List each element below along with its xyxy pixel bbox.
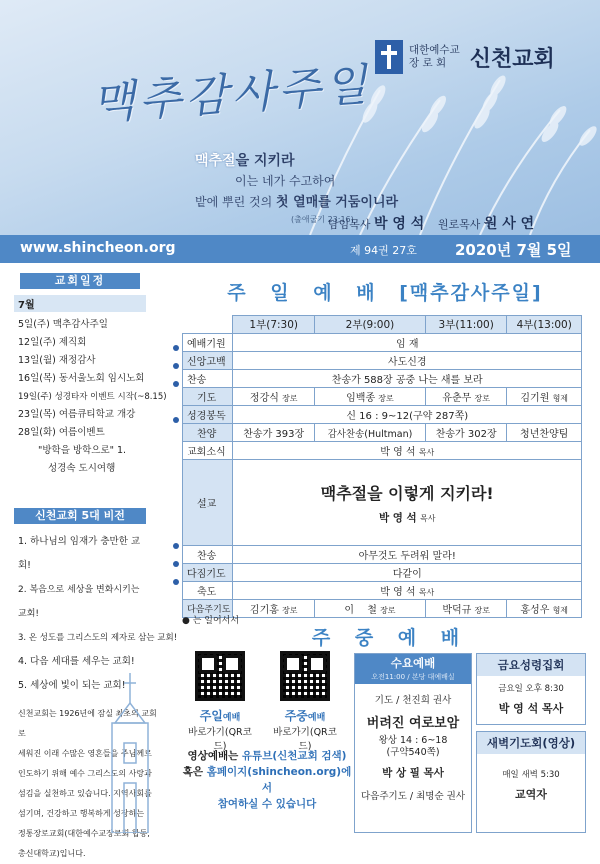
worship-order-table — [182, 315, 582, 618]
stand-dot-icon — [173, 579, 179, 585]
qr-weekday[interactable]: 주중예배 바로가기(QR코드) — [270, 651, 340, 752]
table-row: 신앙고백 사도신경 — [183, 352, 582, 370]
table-row: 예배기원 임 재 — [183, 334, 582, 352]
bulletin-date: 2020년 7월 5일 — [455, 241, 572, 259]
schedule-list — [18, 316, 167, 478]
table-row: 교회소식 박 영 석 목사 — [183, 442, 582, 460]
online-worship-note: 영상예배는 유튜브(신천교회 검색) 혹은 홈페이지(shincheon.org)에서 참여하실 수 있습니다 — [182, 750, 352, 810]
website-link[interactable]: www.shincheon.org — [20, 240, 176, 256]
pastors-line: 담임목사 박 영 석 원로목사 원 사 연 — [328, 216, 535, 232]
qr-code-icon[interactable] — [280, 651, 330, 701]
banner-title: 맥추감사주일 — [90, 59, 373, 130]
sunday-worship-title: 주 일 예 배 [맥추감사주일] — [227, 282, 543, 304]
sermon-preacher: 박 영 석 — [378, 511, 417, 524]
qr-sunday[interactable]: 주일예배 바로가기(QR코드) — [185, 651, 255, 752]
stand-dot-icon — [173, 543, 179, 549]
stand-dot-icon — [173, 381, 179, 387]
emeritus-pastor: 원 사 연 — [483, 216, 535, 232]
vision-item: 1. 하나님의 임재가 충만한 교회! — [18, 536, 141, 571]
schedule-item: 5일(주) 맥추감사주일 — [18, 319, 108, 330]
cross-icon — [375, 40, 403, 74]
schedule-item: 16일(목) 동서울노회 임시노회 — [18, 373, 145, 384]
senior-pastor: 박 영 석 — [374, 216, 425, 232]
service-2: 2부(9:00) — [314, 316, 425, 334]
schedule-month: 7월 — [14, 295, 146, 312]
verse-keyword: 맥추절 — [195, 153, 236, 169]
table-row: 찬양 찬송가 393장 감사찬송(Hultman) 찬송가 302장 청년찬양팀 — [183, 424, 582, 442]
scripture-verse: 맥추절을 지키라 이는 네가 수고하여 밭에 뿌린 것의 첫 열매를 거둠이니라 (출애굽기 23:16) — [195, 153, 399, 224]
service-header-row — [183, 316, 582, 334]
church-building-icon — [100, 663, 160, 833]
stand-dot-icon — [173, 363, 179, 369]
wednesday-sermon-title: 버려진 여로보암 — [366, 716, 460, 731]
schedule-item: 13일(월) 재정감사 — [18, 355, 96, 366]
weekday-worship-title: 주 중 예 배 — [311, 627, 469, 649]
sermon-title: 맥추절을 이렇게 지키라! — [320, 483, 494, 503]
friday-meeting-box: 금요성령집회 금요일 오후 8:30 박 영 석 목사 — [476, 653, 586, 725]
table-row: 축도 박 영 석 목사 — [183, 582, 582, 600]
service-1: 1부(7:30) — [233, 316, 314, 334]
vision-item: 2. 복음으로 세상을 변화시키는 교회! — [18, 585, 140, 619]
service-4: 4부(13:00) — [507, 316, 582, 334]
schedule-item: 12일(주) 제직회 — [18, 337, 87, 348]
qr-code-icon[interactable] — [195, 651, 245, 701]
vision-item: 3. 온 성도를 그리스도의 제자로 삼는 교회! — [18, 633, 178, 643]
standing-note: ● 는 일어서서 — [182, 616, 240, 626]
header-banner — [0, 0, 600, 235]
stand-dot-icon — [173, 417, 179, 423]
schedule-item: 28일(화) 여름이벤트 — [18, 427, 105, 438]
schedule-heading: 교회일정 — [20, 273, 140, 289]
volume-number: 제 94권 27호 — [350, 244, 417, 257]
verse-reference: (출애굽기 23:16) — [291, 215, 354, 224]
stand-dot-icon — [173, 345, 179, 351]
table-row: 기도 정강식 장로 임백종 장로 유춘무 장로 김기원 형제 — [183, 388, 582, 406]
schedule-subitem: 성경속 도시여행 — [48, 463, 116, 474]
schedule-item: 19일(주) 성경타자 이벤트 시작(~8.15) — [18, 392, 167, 402]
denomination-line1: 대한예수교 — [409, 44, 460, 56]
vision-heading: 신천교회 5대 비전 — [14, 508, 146, 524]
church-history: 신천교회는 1926년에 잠실 최초의 교회로 세워진 이래 수많은 영혼들을 주님께로 인도하기 위해 예수 그리스도의 사랑과 섬김을 실천하고 있습니다. 지역사회를 섬기며, 건강하고 행복하게 성장하는 정통장로교회(대한예수교장로회 합동, 총신대학교)입니다. — [18, 709, 157, 858]
table-row: 다짐기도 다같이 — [183, 564, 582, 582]
table-row: 성경봉독 신 16 : 9~12(구약 287쪽) — [183, 406, 582, 424]
schedule-subitem: "방학을 방학으로" 1. — [38, 445, 127, 456]
wednesday-worship-box: 수요예배 오전11:00 / 본당 대예배실 기도 / 천진희 권사 버려진 여로보암 왕상 14 : 6~18 (구약540쪽) 박 상 필 목사 다음주기도 / 최명순 권사 — [354, 653, 472, 833]
sidebar — [0, 263, 178, 858]
service-3: 3부(11:00) — [425, 316, 506, 334]
vision-item: 5. 세상에 빛이 되는 교회! — [18, 680, 126, 691]
stand-dot-icon — [173, 561, 179, 567]
schedule-item: 23일(목) 여름큐티학교 개강 — [18, 409, 136, 420]
dawn-prayer-box: 새벽기도회(영상) 매일 새벽 5:30 교역자 — [476, 731, 586, 833]
table-row: 찬송 아무것도 두려워 말라! — [183, 546, 582, 564]
table-row: 다음주기도 김기홍 장로 이 철 장로 박덕규 장로 홍성우 형제 — [183, 600, 582, 618]
info-bar — [0, 235, 600, 263]
sermon-row: 설교 맥추절을 이렇게 지키라! 박 영 석 목사 — [183, 460, 582, 546]
church-name: 신천교회 — [469, 46, 555, 72]
denomination-line2: 장 로 회 — [409, 57, 447, 69]
table-row: 찬송 찬송가 588장 공중 나는 새를 보라 — [183, 370, 582, 388]
vision-item: 4. 다음 세대를 세우는 교회! — [18, 656, 135, 667]
church-logo — [375, 40, 555, 74]
